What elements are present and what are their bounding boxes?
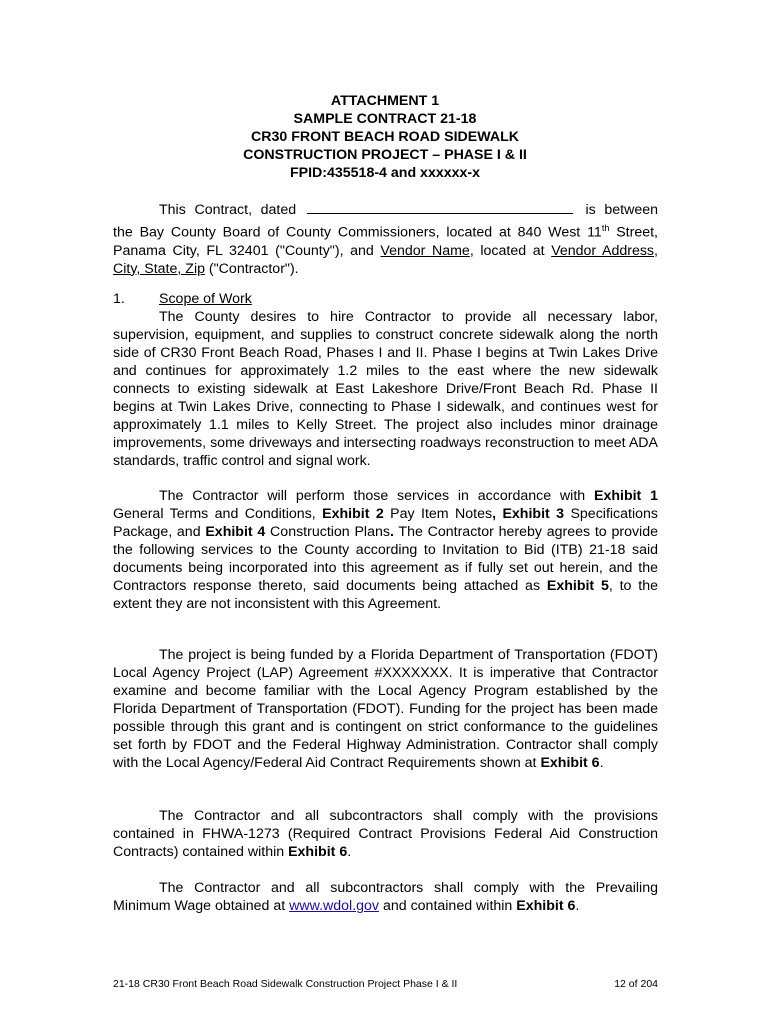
- fhwa-paragraph: [113, 807, 658, 861]
- exhibit-3-ref: , Exhibit 3: [492, 506, 565, 522]
- exhibit-6-ref: Exhibit 6: [288, 844, 348, 860]
- funding-text-2: .: [599, 755, 604, 771]
- section-title: Scope of Work: [159, 291, 252, 307]
- intro-text-5: ("Contractor").: [204, 260, 299, 277]
- header-phase: CONSTRUCTION PROJECT – PHASE I & II: [243, 147, 527, 163]
- services-text-5: Construction Plans: [265, 524, 390, 540]
- funding-paragraph: [113, 646, 658, 772]
- exhibit-6-ref: Exhibit 6: [540, 755, 600, 771]
- exhibit-2-ref: Exhibit 2: [322, 506, 384, 522]
- wage-text-2: and contained within: [379, 898, 517, 914]
- exhibit-6-ref: Exhibit 6: [516, 898, 576, 914]
- header-sample-contract: SAMPLE CONTRACT 21-18: [293, 111, 477, 127]
- section-heading: [113, 290, 252, 308]
- scope-paragraph: The County desires to hire Contractor to provide all necessary labor, supervision, equipment, and supplies to construct concrete sidewalk along the north side of CR30 Front Beach Road, Phases I and II. Phase I begins at Twin Lakes Drive and continues for approximately 1.2 miles to the east where the new sidewalk connects to existing sidewalk at East Lakeshore Drive/Front Beach Rd. Phase II begins at Twin Lakes Drive, connecting to Phase I sidewalk, and continues west for approximately 1.1 miles to Kelly Street. The project also includes minor drainage improvements, some driveways and intersecting roadways reconstruction to meet ADA standards, traffic control and signal work.: [113, 309, 658, 469]
- services-text-4: Specifications Package, and: [113, 506, 658, 540]
- header-attachment: ATTACHMENT 1: [330, 93, 440, 109]
- header-project-name: CR30 FRONT BEACH ROAD SIDEWALK: [251, 129, 519, 145]
- exhibit-4-ref: Exhibit 4: [205, 524, 266, 540]
- services-text-6: The Contractor hereby agrees to provide the following services to the County according to Invitation to Bid (ITB) 21-18 said documents being incorporated into this agreement as if fully set out herein, and the Contractors response thereto, said documents being attached as: [113, 524, 658, 594]
- document-header: [0, 92, 770, 182]
- fhwa-text-2: .: [347, 844, 352, 860]
- footer-document-title: 21-18 CR30 Front Beach Road Sidewalk Construction Project Phase I & II: [113, 978, 458, 990]
- services-text-2: General Terms and Conditions,: [113, 506, 323, 522]
- wage-text-3: .: [575, 898, 580, 914]
- intro-text-2: is between the Bay County Board of County Commissioners, located at 840 West 11: [113, 202, 658, 241]
- page-number: 12 of 204: [614, 978, 658, 990]
- vendor-address: Vendor Address, City, State, Zip: [113, 242, 658, 277]
- funding-text-1: The project is being funded by a Florida Department of Transportation (FDOT) Local Agency Project (LAP) Agreement #XXXXXXX. It is imperative that Contractor examine and become familiar with the Local Agency Program established by the Florida Department of Transportation (FDOT). Funding for the project has been made possible through this grant and is contingent on strict conformance to the guidelines set forth by FDOT and the Federal Highway Administration. Contractor shall comply with the Local Agency/Federal Aid Contract Requirements shown at: [113, 647, 658, 771]
- section-number: 1.: [113, 291, 125, 307]
- wage-text-1: The Contractor and all subcontractors shall comply with the Prevailing Minimum Wage obtained at: [113, 880, 658, 914]
- intro-text-4: , located at: [469, 242, 552, 259]
- date-blank-line: [307, 200, 573, 214]
- header-fpid: FPID:435518-4 and xxxxxx-x: [289, 165, 481, 181]
- exhibit-1-ref: Exhibit 1: [593, 488, 658, 504]
- vendor-name: Vendor Name: [380, 242, 470, 259]
- intro-text-1: This Contract, dated: [159, 202, 297, 218]
- fhwa-text-1: The Contractor and all subcontractors shall comply with the provisions contained in FHWA-1273 (Required Contract Provisions Federal Aid Construction Contracts) contained within: [113, 808, 658, 860]
- intro-paragraph: [113, 200, 658, 278]
- services-paragraph: [113, 487, 658, 613]
- wage-paragraph: [113, 879, 658, 915]
- services-text-1: The Contractor will perform those services in accordance with: [159, 488, 594, 504]
- intro-text-3: Street, Panama City, FL 32401 ("County"), and: [113, 224, 658, 259]
- services-text-7: , to the extent they are not inconsistent with this Agreement.: [113, 578, 658, 612]
- wdol-link[interactable]: www.wdol.gov: [289, 898, 380, 914]
- exhibit-5-ref: Exhibit 5: [546, 578, 609, 594]
- services-text-3: Pay Item Notes: [383, 506, 493, 522]
- services-period: .: [389, 524, 394, 540]
- page-footer: [113, 978, 658, 991]
- superscript-th: th: [601, 223, 610, 233]
